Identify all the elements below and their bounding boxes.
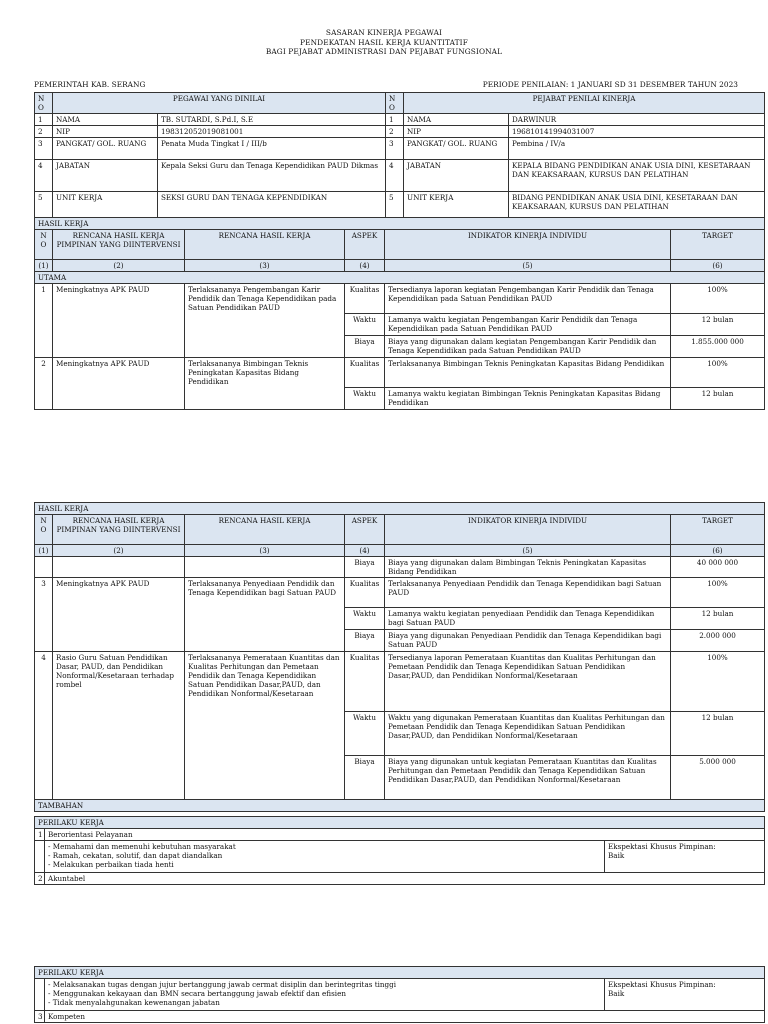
title-line-1: SASARAN KINERJA PEGAWAI [325,28,443,37]
behavior-bullets [45,841,605,873]
item-indikator: Terlaksananya Bimbingan Teknis Peningkatan Kapasitas Bidang Pendidikan [385,358,671,388]
col-number: (2) [53,260,185,272]
table-row [35,652,765,712]
item-no: 4 [35,652,53,800]
item-rencana: Terlaksananya Pemerataan Kuantitas dan Kualitas Perhitungan dan Pemetaan Pendidik dan Tenaga Kependidikan Satuan Pendidikan Dasar,PAUD, dan Pendidikan Nonformal/Kesetaraan [185,652,345,800]
item-indikator: Tersedianya laporan Pemerataan Kuantitas dan Kualitas Perhitungan dan Pemetaan Pendidik dan Tenaga Kependidikan Satuan Pendidikan Dasar,PAUD, dan Pendidikan Nonformal/Kesetaraan [385,652,671,712]
row-no: 2 [35,126,53,138]
behavior-no: 1 [35,829,45,841]
behavior-label: Akuntabel [45,873,765,885]
assessor-nip: 196810141994031007 [509,126,765,138]
col-number: (2) [53,545,185,557]
item-target: 100% [671,358,765,388]
expectation [605,979,765,1011]
expectation-label: Ekspektasi Khusus Pimpinan: [608,842,716,851]
section-hasil-kerja: HASIL KERJA [35,218,765,230]
expectation-value: Baik [608,851,625,860]
item-target: 40 000 000 [671,557,765,578]
row-no: 1 [35,114,53,126]
behavior-label: Berorientasi Pelayanan [45,829,765,841]
row-no: 3 [35,138,53,160]
col-aspek: ASPEK [345,230,385,260]
col-target: TARGET [671,515,765,545]
item-aspek: Biaya [345,630,385,652]
table-row [35,358,765,388]
row-no: 5 [35,192,53,224]
item-target: 12 bulan [671,388,765,410]
col-pimpinan: RENCANA HASIL KERJA PIMPINAN YANG DIINTERVENSI [53,515,185,545]
item-pimpinan: Meningkatnya APK PAUD [53,284,185,358]
list-item: - Memahami dan memenuhi kebutuhan masyarakat [48,842,236,851]
table-row [35,284,765,314]
col-no: NO [35,515,53,545]
list-item: - Ramah, cekatan, solutif, dan dapat diandalkan [48,851,223,860]
row-label: NAMA [404,114,509,126]
row-no: 1 [386,114,404,126]
row-label: UNIT KERJA [404,192,509,224]
item-aspek: Waktu [345,314,385,336]
assessor-rank: Pembina / IV/a [509,138,765,160]
results-table-page2 [34,502,765,812]
row-label: UNIT KERJA [53,192,158,224]
item-pimpinan: Meningkatnya APK PAUD [53,358,185,410]
title-line-2: PENDEKATAN HASIL KERJA KUANTITATIF [300,37,468,47]
row-label: NIP [53,126,158,138]
item-target: 12 bulan [671,608,765,630]
col-number: (5) [385,260,671,272]
expectation [605,841,765,873]
col-number: (1) [35,260,53,272]
item-aspek: Waktu [345,608,385,630]
col-indikator: INDIKATOR KINERJA INDIVIDU [385,515,671,545]
page-2 [0,440,768,940]
assessor-header: PEJABAT PENILAI KINERJA [404,93,765,114]
page-1 [0,0,768,420]
col-number: (6) [671,260,765,272]
item-aspek: Kualitas [345,358,385,388]
item-target: 5.000 000 [671,756,765,800]
col-number: (3) [185,260,345,272]
period: PERIODE PENILAIAN: 1 JANUARI SD 31 DESEMBER TAHUN 2023 [482,80,738,89]
item-aspek: Kualitas [345,578,385,608]
col-rencana: RENCANA HASIL KERJA [185,515,345,545]
document-title [0,28,768,57]
no-header: NO [35,93,53,114]
expectation-label: Ekspektasi Khusus Pimpinan: [608,980,716,989]
assessed-unit: SEKSI GURU DAN TENAGA KEPENDIDIKAN [158,192,386,224]
item-target: 100% [671,578,765,608]
section-perilaku-kerja: PERILAKU KERJA [35,817,765,829]
row-no: 4 [35,160,53,192]
row-label: PANGKAT/ GOL. RUANG [53,138,158,160]
item-target: 100% [671,284,765,314]
section-perilaku-kerja: PERILAKU KERJA [35,967,765,979]
col-pimpinan: RENCANA HASIL KERJA PIMPINAN YANG DIINTERVENSI [53,230,185,260]
item-pimpinan: Rasio Guru Satuan Pendidikan Dasar, PAUD, dan Pendidikan Nonformal/Kesetaraan terhadap rombel [53,652,185,800]
row-label: JABATAN [53,160,158,192]
item-rencana: Terlaksananya Pengembangan Karir Pendidik dan Tenaga Kependidikan pada Satuan Pendidikan PAUD [185,284,345,358]
item-aspek: Biaya [345,557,385,578]
col-rencana: RENCANA HASIL KERJA [185,230,345,260]
row-label: PANGKAT/ GOL. RUANG [404,138,509,160]
col-number: (6) [671,545,765,557]
col-number: (5) [385,545,671,557]
item-indikator: Waktu yang digunakan Pemerataan Kuantitas dan Kualitas Perhitungan dan Pemetaan Pendidik dan Tenaga Kependidikan Satuan Pendidikan Dasar,PAUD, dan Pendidikan Nonformal/Kesetaraan [385,712,671,756]
item-target: 1.855.000 000 [671,336,765,358]
item-indikator: Biaya yang digunakan dalam Bimbingan Teknis Peningkatan Kapasitas Bidang Pendidikan [385,557,671,578]
row-label: NAMA [53,114,158,126]
item-indikator: Biaya yang digunakan untuk kegiatan Pemerataan Kuantitas dan Kualitas Perhitungan dan Pemetaan Pendidik dan Tenaga Kependidikan Satuan Pendidikan Dasar,PAUD, dan Pendidikan Nonformal/Kesetaraan [385,756,671,800]
col-number: (1) [35,545,53,557]
section-utama: UTAMA [35,272,765,284]
item-indikator: Biaya yang digunakan dalam kegiatan Pengembangan Karir Pendidik dan Tenaga Kependidikan pada Satuan Pendidikan PAUD [385,336,671,358]
item-aspek: Kualitas [345,284,385,314]
item-target: 12 bulan [671,712,765,756]
col-indikator: INDIKATOR KINERJA INDIVIDU [385,230,671,260]
assessed-nip: 198312052019081001 [158,126,386,138]
item-indikator: Terlaksananya Penyediaan Pendidik dan Tenaga Kependidikan bagi Satuan PAUD [385,578,671,608]
item-pimpinan: Meningkatnya APK PAUD [53,578,185,652]
col-target: TARGET [671,230,765,260]
row-no: 2 [386,126,404,138]
behavior-no: 3 [35,1011,45,1023]
item-rencana: Terlaksananya Penyediaan Pendidik dan Tenaga Kependidikan bagi Satuan PAUD [185,578,345,652]
no-header: NO [386,93,404,114]
org-name: PEMERINTAH KAB. SERANG [34,80,146,89]
item-no: 1 [35,284,53,358]
assessor-position: KEPALA BIDANG PENDIDIKAN ANAK USIA DINI, KESETARAAN DAN KEAKSARAAN, KURSUS DAN PELATIHAN [509,160,765,192]
assessor-unit: BIDANG PENDIDIKAN ANAK USIA DINI, KESETARAAN DAN KEAKSARAAN, KURSUS DAN PELATIHAN [509,192,765,224]
item-no: 3 [35,578,53,652]
behavior-bullets [45,979,605,1011]
item-indikator: Lamanya waktu kegiatan penyediaan Pendidik dan Tenaga Kependidikan bagi Satuan PAUD [385,608,671,630]
item-aspek: Biaya [345,336,385,358]
list-item: - Tidak menyalahgunakan kewenangan jabatan [48,998,220,1007]
results-table-page1 [34,217,765,410]
col-no: NO [35,230,53,260]
item-indikator: Lamanya waktu kegiatan Pengembangan Karir Pendidik dan Tenaga Kependidikan pada Satuan Pendidikan PAUD [385,314,671,336]
assessed-rank: Penata Muda Tingkat I / III/b [158,138,386,160]
expectation-value: Baik [608,989,625,998]
item-aspek: Waktu [345,388,385,410]
behavior-table-page2 [34,816,765,885]
table-row [35,578,765,608]
item-aspek: Waktu [345,712,385,756]
col-aspek: ASPEK [345,515,385,545]
assessed-position: Kepala Seksi Guru dan Tenaga Kependidikan PAUD Dikmas [158,160,386,192]
section-tambahan: TAMBAHAN [35,800,765,812]
col-number: (3) [185,545,345,557]
item-no: 2 [35,358,53,410]
assessed-name: TB. SUTARDI, S.Pd.I, S.E [158,114,386,126]
list-item: - Melakukan perbaikan tiada henti [48,860,174,869]
row-label: NIP [404,126,509,138]
table-row [35,557,765,578]
list-item: - Melaksanakan tugas dengan jujur bertanggung jawab cermat disiplin dan berintegritas tinggi [48,980,397,989]
item-aspek: Biaya [345,756,385,800]
item-indikator: Lamanya waktu kegiatan Bimbingan Teknis Peningkatan Kapasitas Bidang Pendidikan [385,388,671,410]
page-3 [0,945,768,1024]
row-no: 5 [386,192,404,224]
row-no: 3 [386,138,404,160]
item-target: 2.000 000 [671,630,765,652]
title-line-3: BAGI PEJABAT ADMINISTRASI DAN PEJABAT FUNGSIONAL [265,47,503,56]
assessed-header: PEGAWAI YANG DINILAI [53,93,386,114]
behavior-label: Kompeten [45,1011,765,1023]
item-target: 100% [671,652,765,712]
item-rencana: Terlaksananya Bimbingan Teknis Peningkatan Kapasitas Bidang Pendidikan [185,358,345,410]
col-number: (4) [345,260,385,272]
behavior-table-page3 [34,966,765,1023]
list-item: - Menggunakan kekayaan dan BMN secara bertanggung jawab efektif dan efisien [48,989,346,998]
item-indikator: Tersedianya laporan kegiatan Pengembangan Karir Pendidik dan Tenaga Kependidikan pada Satuan Pendidikan PAUD [385,284,671,314]
section-hasil-kerja: HASIL KERJA [35,503,765,515]
assessor-name: DARWINUR [509,114,765,126]
item-indikator: Biaya yang digunakan Penyediaan Pendidik dan Tenaga Kependidikan bagi Satuan PAUD [385,630,671,652]
behavior-no: 2 [35,873,45,885]
item-aspek: Kualitas [345,652,385,712]
row-no: 4 [386,160,404,192]
col-number: (4) [345,545,385,557]
identity-table [34,92,765,224]
item-target: 12 bulan [671,314,765,336]
row-label: JABATAN [404,160,509,192]
